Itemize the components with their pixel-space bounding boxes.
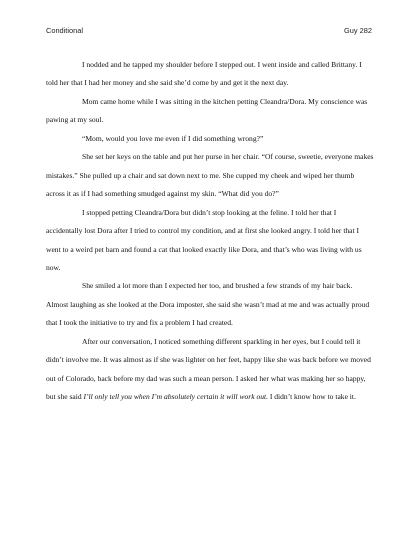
paragraph-final <box>46 333 374 407</box>
body-text <box>46 56 374 407</box>
paragraph: “Mom, would you love me even if I did something wrong?” <box>82 133 264 143</box>
paragraph: I nodded and he tapped my shoulder before I stepped out. I went inside and called Brittany. I told her that I had her money and she said she’d come by and get it the next day. <box>46 60 362 88</box>
paragraph: She set her keys on the table and put her purse in her chair. “Of course, sweetie, everyone makes mistakes.” She pulled up a chair and sat down next to me. She cupped my cheek and wiped her thumb across it as if I had something smudged against my skin. “What did you do?” <box>46 152 374 199</box>
text-run: After our conversation, I noticed something different sparkling in her eyes, but I could tell it didn’t involve me. It was almost as if she was lighter on her feet, happy like she was back before we moved out of Colorado, back before my dad was such a mean person. I asked her what was making her so happy, but she said <box>46 336 371 402</box>
text-run: I didn’t know how to take it. <box>267 392 356 402</box>
running-header <box>46 26 372 38</box>
paragraph: I stopped petting Cleandra/Dora but didn’t stop looking at the feline. I told her that I accidentally lost Dora after I tried to control my condition, and at first she looked angry. I told her that I went to a weird pet barn and found a cat that looked exactly like Dora, and that’s who was living with us now. <box>46 207 362 272</box>
paragraph: Mom came home while I was sitting in the kitchen petting Cleandra/Dora. My conscience was pawing at my soul. <box>46 96 368 125</box>
page-number-label: Guy 282 <box>344 26 372 35</box>
italic-text-run: I’ll only tell you when I’m absolutely certain it will work out. <box>83 392 268 402</box>
header-title: Conditional <box>46 26 83 35</box>
paragraph: She smiled a lot more than I expected her too, and brushed a few strands of my hair back. Almost laughing as she looked at the Dora imposter, she said she wasn’t mad at me and was actually proud that I took the initiative to try and fix a problem I had created. <box>46 281 370 328</box>
